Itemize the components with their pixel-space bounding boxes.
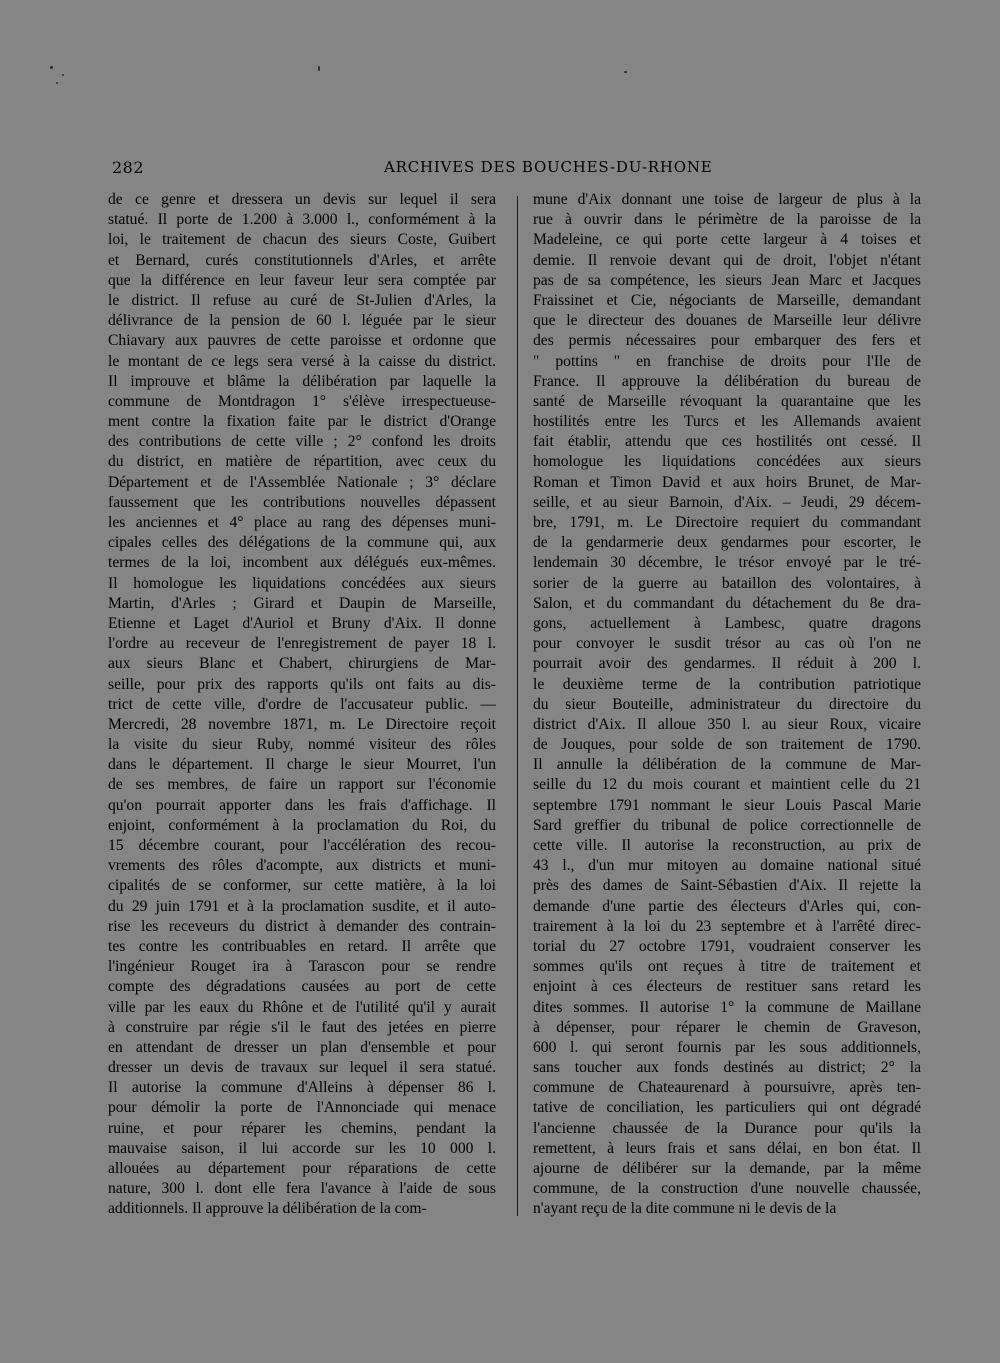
- text-line: septembre 1791 nommant le sieur Louis Pascal Marie: [533, 796, 921, 814]
- text-line: ajourne de délibérer sur la demande, par la même: [533, 1160, 921, 1177]
- text-line: enjoint, conformément à la proclamation du Roi, du: [108, 816, 496, 834]
- text-line: homologue les liquidations concédées aux sieurs: [533, 453, 921, 471]
- text-line: à dépenser, pour réparer le chemin de Graveson,: [533, 1018, 921, 1036]
- text-line: dans le département. Il charge le sieur Mourret, l'un: [108, 756, 496, 774]
- right-column: [533, 190, 921, 1220]
- text-line: Roman et Timon David et aux hoirs Brunet, de Mar-: [533, 473, 921, 491]
- text-line: l'ordre au receveur de l'enregistrement de payer 18 l.: [108, 635, 496, 653]
- text-line: des contributions de cette ville ; 2° confond les droits: [108, 433, 496, 451]
- text-line: tative de conciliation, les particuliers qui ont dégradé: [533, 1099, 921, 1117]
- text-line: Mercredi, 28 novembre 1871, m. Le Directoire reçoit: [108, 715, 496, 733]
- text-line: santé de Marseille révoquant la quarantaine que les: [533, 392, 921, 410]
- text-line: Sard greffier du tribunal de police correctionnelle de: [533, 816, 921, 834]
- text-line: cipales celles des délégations de la commune qui, aux: [108, 534, 496, 552]
- text-line: mauvaise saison, il lui accorde sur les 10 000 l.: [108, 1139, 496, 1157]
- text-line: commune, de la construction d'une nouvelle chaussée,: [533, 1180, 921, 1198]
- text-line: rue à ouvrir dans le périmètre de la paroisse de la: [533, 211, 921, 229]
- column-divider: [517, 196, 518, 1216]
- text-line: du 29 juin 1791 et à la proclamation susdite, et il auto-: [108, 897, 496, 915]
- text-line: bre, 1791, m. Le Directoire requiert du commandant: [533, 514, 921, 531]
- text-line: fait établir, attendu que ces hostilités ont cessé. Il: [533, 433, 921, 451]
- text-line: à construire par régie s'il le faut des jetées en pierre: [108, 1018, 496, 1036]
- text-line: sans toucher aux fonds destinés au district; 2° la: [533, 1059, 921, 1077]
- text-line: délivrance de la pension de 60 l. léguée par le sieur: [108, 312, 496, 330]
- scan-speck: [50, 66, 53, 69]
- text-line: trict de cette ville, d'ordre de l'accusateur public. —: [108, 695, 496, 713]
- text-line: Il improuve et blâme la délibération par laquelle la: [108, 372, 496, 390]
- text-line: cette ville. Il autorise la reconstruction, au prix de: [533, 837, 921, 854]
- text-line: termes de la loi, incombent aux délégués eux-mêmes.: [108, 554, 496, 572]
- scan-speck: [56, 82, 58, 84]
- text-line: additionnels. Il approuve la délibération de la com-: [108, 1200, 427, 1218]
- text-line: l'ingénieur Rouget ira à Tarascon pour se rendre: [108, 958, 496, 976]
- text-line: rise les receveurs du district à demander des contrain-: [108, 917, 496, 935]
- text-line: de ses membres, de faire un rapport sur l'économie: [108, 776, 496, 794]
- text-line: 600 l. qui seront fournis par les sous additionnels,: [533, 1038, 921, 1056]
- text-line: du district, en matière de répartition, avec ceux du: [108, 453, 496, 471]
- text-line: le district. Il refuse au curé de St-Julien d'Arles, la: [108, 291, 496, 309]
- text-line: district d'Aix. Il alloue 350 l. au sieur Roux, vicaire: [533, 715, 921, 733]
- text-line: Il annulle la délibération de la commune de Mar-: [533, 756, 921, 774]
- text-line: tes contre les contribuables en retard. Il arrête que: [108, 937, 496, 955]
- text-line: que le directeur des douanes de Marseille leur délivre: [533, 312, 921, 330]
- text-line: aux sieurs Blanc et Chabert, chirurgiens de Mar-: [108, 655, 496, 673]
- scan-speck: [62, 74, 64, 76]
- text-line: allouées au département pour réparations de cette: [108, 1160, 496, 1177]
- text-line: gons, actuellement à Lambesc, quatre dragons: [533, 614, 921, 632]
- text-line: pas de sa compétence, les sieurs Jean Marc et Jacques: [533, 271, 921, 289]
- text-line: demie. Il renvoie devant qui de droit, l'objet n'étant: [533, 251, 921, 269]
- text-line: nature, 300 l. dont elle fera l'avance à l'aide de sous: [108, 1180, 496, 1198]
- text-line: n'ayant reçu de la dite commune ni le devis de la: [533, 1200, 837, 1218]
- text-line: que la différence en leur faveur leur sera comptée par: [108, 271, 496, 289]
- text-line: torial du 27 octobre 1791, voudraient conserver les: [533, 937, 921, 955]
- text-line: loi, le traitement de chacun des sieurs Coste, Guibert: [108, 231, 496, 249]
- text-line: 15 décembre courant, pour l'accélération des recou-: [108, 837, 496, 854]
- text-line: Salon, et du commandant du détachement du 8e dra-: [533, 594, 921, 612]
- text-line: sommes qu'ils ont reçues à titre de traitement et: [533, 958, 921, 976]
- text-line: seille, pour prix des rapports qu'ils ont faits au dis-: [108, 675, 496, 693]
- text-line: qu'on pourrait apporter dans les frais d'affichage. Il: [108, 796, 496, 814]
- text-line: Il autorise la commune d'Alleins à dépenser 86 l.: [108, 1079, 496, 1097]
- text-line: Il homologue les liquidations concédées aux sieurs: [108, 574, 496, 592]
- text-line: des permis nécessaires pour embarquer des fers et: [533, 332, 921, 350]
- text-line: remettent, à leurs frais et sans délai, en bon état. Il: [533, 1139, 921, 1157]
- text-line: sorier de la guerre au bataillon des volontaires, à: [533, 574, 921, 592]
- text-line: pour convoyer le susdit trésor au cas où l'on ne: [533, 635, 921, 653]
- text-line: le deuxième terme de la contribution patriotique: [533, 675, 921, 693]
- running-title: ARCHIVES DES BOUCHES-DU-RHONE: [384, 158, 713, 176]
- text-line: faussement que les contributions nouvelles dépassent: [108, 493, 496, 511]
- text-line: " pottins " en franchise de droits pour l'Ile de: [533, 352, 921, 370]
- text-line: mune d'Aix donnant une toise de largeur de plus à la: [533, 191, 921, 208]
- text-line: Etienne et Laget d'Auriol et Bruny d'Aix. Il donne: [108, 614, 496, 632]
- text-line: hostilités entre les Turcs et les Allemands avaient: [533, 413, 921, 431]
- scan-speck: [624, 71, 627, 73]
- text-line: lendemain 30 décembre, le trésor envoyé par le tré-: [533, 554, 921, 572]
- text-line: ment contre la fixation faite par le district d'Orange: [108, 413, 496, 431]
- text-line: en attendant de dresser un plan d'ensemble et pour: [108, 1038, 496, 1056]
- text-line: de ce genre et dressera un devis sur lequel il sera: [108, 191, 496, 208]
- text-line: la visite du sieur Ruby, nommé visiteur des rôles: [108, 736, 496, 754]
- text-line: et Bernard, curés constitutionnels d'Arles, et arrête: [108, 251, 496, 269]
- page-header: [108, 158, 924, 178]
- text-line: de Jouques, pour solde de son traitement de 1790.: [533, 736, 921, 754]
- text-line: pourrait avoir des gendarmes. Il réduit à 200 l.: [533, 655, 921, 673]
- text-line: pour démolir la porte de l'Annonciade qui menace: [108, 1099, 496, 1117]
- text-line: le montant de ce legs sera versé à la caisse du district.: [108, 352, 496, 370]
- text-line: Département et de l'Assemblée Nationale ; 3° déclare: [108, 473, 496, 491]
- text-line: seille du 12 du mois courant et maintient celle du 21: [533, 776, 921, 794]
- text-line: compte des dégradations causées au port de cette: [108, 978, 496, 996]
- text-line: Fraissinet et Cie, négociants de Marseille, demandant: [533, 291, 921, 309]
- text-line: 43 l., d'un mur mitoyen au domaine national situé: [533, 857, 921, 875]
- text-line: commune de Chateaurenard à poursuivre, après ten-: [533, 1079, 921, 1097]
- text-line: les anciennes et 4° place au rang des dépenses muni-: [108, 514, 496, 531]
- text-line: demande d'une partie des électeurs d'Arles qui, con-: [533, 897, 921, 915]
- text-line: dites sommes. Il autorise 1° la commune de Maillane: [533, 998, 921, 1016]
- text-line: Martin, d'Arles ; Girard et Daupin de Marseille,: [108, 594, 496, 612]
- text-line: l'ancienne chaussée de la Durance pour qu'ils la: [533, 1119, 921, 1137]
- text-line: trairement à la loi du 23 septembre et à l'arrêté direc-: [533, 917, 921, 935]
- text-line: commune de Montdragon 1° s'élève irrespectueuse-: [108, 392, 496, 410]
- text-line: ruine, et pour réparer les chemins, pendant la: [108, 1119, 496, 1137]
- page-number: 282: [112, 158, 145, 177]
- text-line: Chiavary aux pauvres de cette paroisse et ordonne que: [108, 332, 496, 350]
- text-line: vrements des rôles d'acompte, aux districts et muni-: [108, 857, 496, 875]
- text-line: enjoint à ces électeurs de restituer sans retard les: [533, 978, 921, 996]
- left-column: [108, 190, 496, 1220]
- scan-speck: [318, 66, 320, 71]
- text-line: du sieur Bouteille, administrateur du directoire du: [533, 695, 921, 713]
- text-line: statué. Il porte de 1.200 à 3.000 l., conformément à la: [108, 211, 496, 229]
- text-line: France. Il approuve la délibération du bureau de: [533, 372, 921, 390]
- text-line: près des dames de Saint-Sébastien d'Aix. Il rejette la: [533, 877, 921, 895]
- text-line: cipalités de se conformer, sur cette matière, à la loi: [108, 877, 496, 895]
- text-line: Madeleine, ce qui porte cette largeur à 4 toises et: [533, 231, 921, 249]
- text-line: dresser un devis de travaux sur lequel il sera statué.: [108, 1059, 496, 1077]
- text-line: ville par les eaux du Rhône et de l'utilité qu'il y aurait: [108, 998, 496, 1016]
- text-line: de la gendarmerie deux gendarmes pour escorter, le: [533, 534, 921, 552]
- text-line: seille, et au sieur Barnoin, d'Aix. – Jeudi, 29 décem-: [533, 493, 921, 511]
